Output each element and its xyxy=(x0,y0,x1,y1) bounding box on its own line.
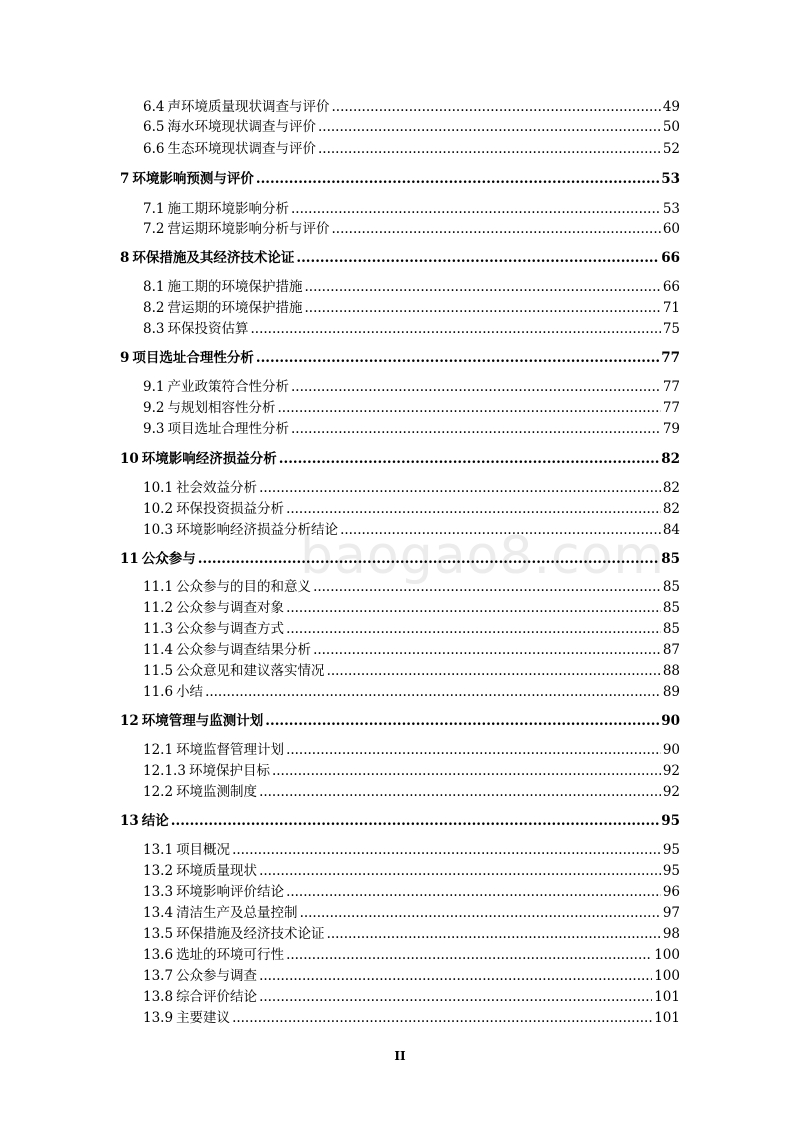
toc-title: 结论 xyxy=(141,813,169,829)
toc-dot-leader xyxy=(259,861,661,881)
toc-subsection-entry[interactable] xyxy=(143,903,680,923)
toc-page-number: 98 xyxy=(662,926,680,942)
toc-subsection-entry[interactable] xyxy=(143,319,680,339)
toc-subsection-entry[interactable] xyxy=(143,840,680,860)
toc-dot-leader xyxy=(250,319,660,339)
toc-page-number: 66 xyxy=(662,279,680,295)
toc-title: 项目选址合理性分析 xyxy=(167,421,289,437)
toc-dot-leader xyxy=(291,199,661,219)
toc-dot-leader xyxy=(259,782,661,802)
toc-page-number: 95 xyxy=(661,813,680,829)
toc-title: 清洁生产及总量控制 xyxy=(176,905,298,921)
toc-page-number: 52 xyxy=(662,141,680,157)
toc-page-number: 87 xyxy=(662,642,680,658)
toc-number: 12.2 xyxy=(143,784,174,800)
watermark: baogao8.com xyxy=(300,526,666,586)
toc-subsection-entry[interactable] xyxy=(143,966,680,986)
toc-page-number: 85 xyxy=(662,621,680,637)
toc-number: 8.2 xyxy=(143,300,165,316)
toc-number: 13 xyxy=(120,813,139,829)
toc-page-number: 75 xyxy=(662,321,680,337)
toc-number: 12.1 xyxy=(143,742,174,758)
toc-dot-leader xyxy=(296,248,659,268)
toc-title: 综合评价结论 xyxy=(176,989,258,1005)
toc-section-entry[interactable] xyxy=(120,248,680,268)
toc-title: 环境监测制度 xyxy=(176,784,258,800)
toc-title: 主要建议 xyxy=(176,1010,231,1026)
toc-section-entry[interactable] xyxy=(120,449,680,469)
toc-title: 声环境质量现状调查与评价 xyxy=(167,99,330,115)
toc-number: 8.3 xyxy=(143,321,165,337)
toc-dot-leader xyxy=(286,619,661,639)
toc-number: 12 xyxy=(120,713,139,729)
toc-dot-leader xyxy=(272,761,661,781)
toc-title: 公众参与调查方式 xyxy=(176,621,285,637)
toc-dot-leader xyxy=(291,419,661,439)
toc-number: 12.1.3 xyxy=(143,763,186,779)
toc-subsection-entry[interactable] xyxy=(143,499,680,519)
toc-subsection-entry[interactable] xyxy=(143,377,680,397)
toc-number: 11.6 xyxy=(143,684,174,700)
toc-subsection-entry[interactable] xyxy=(143,987,680,1007)
toc-title: 生态环境现状调查与评价 xyxy=(167,141,316,157)
toc-number: 13.9 xyxy=(143,1010,174,1026)
toc-number: 9.1 xyxy=(143,379,165,395)
toc-section-entry[interactable] xyxy=(120,711,680,731)
toc-page-number: 71 xyxy=(662,300,680,316)
toc-number: 13.1 xyxy=(143,842,174,858)
toc-page-number: 82 xyxy=(661,451,680,467)
toc-dot-leader xyxy=(256,169,659,189)
toc-dot-leader xyxy=(327,924,661,944)
toc-subsection-entry[interactable] xyxy=(143,199,680,219)
toc-dot-leader xyxy=(331,97,660,117)
toc-title: 与规划相容性分析 xyxy=(167,400,276,416)
toc-subsection-entry[interactable] xyxy=(143,619,680,639)
toc-title: 营运期环境影响分析与评价 xyxy=(167,221,330,237)
toc-number: 7.1 xyxy=(143,201,165,217)
toc-title: 环境监督管理计划 xyxy=(176,742,285,758)
toc-number: 11.5 xyxy=(143,663,174,679)
toc-subsection-entry[interactable] xyxy=(143,520,680,540)
toc-subsection-entry[interactable] xyxy=(143,117,680,137)
toc-number: 11.3 xyxy=(143,621,174,637)
toc-number: 13.3 xyxy=(143,884,174,900)
toc-dot-leader xyxy=(286,740,661,760)
toc-page-number: 95 xyxy=(662,863,680,879)
toc-dot-leader xyxy=(313,577,661,597)
toc-number: 6.5 xyxy=(143,119,165,135)
toc-dot-leader xyxy=(286,945,652,965)
toc-subsection-entry[interactable] xyxy=(143,598,680,618)
toc-number: 6.6 xyxy=(143,141,165,157)
toc-number: 6.4 xyxy=(143,99,165,115)
toc-page-number: 85 xyxy=(662,600,680,616)
toc-dot-leader xyxy=(198,549,659,569)
toc-dot-leader xyxy=(259,966,652,986)
toc-page-number: 79 xyxy=(662,421,680,437)
toc-subsection-entry[interactable] xyxy=(143,277,680,297)
toc-title: 施工期的环境保护措施 xyxy=(167,279,303,295)
toc-page-number: 92 xyxy=(662,784,680,800)
toc-number: 10.2 xyxy=(143,501,174,517)
toc-number: 13.2 xyxy=(143,863,174,879)
toc-number: 10 xyxy=(120,451,139,467)
toc-number: 9.3 xyxy=(143,421,165,437)
toc-page-number: 101 xyxy=(654,989,680,1005)
toc-dot-leader xyxy=(318,139,661,159)
toc-page-number: 84 xyxy=(662,522,680,538)
toc-subsection-entry[interactable] xyxy=(143,924,680,944)
toc-number: 7.2 xyxy=(143,221,165,237)
toc-dot-leader xyxy=(259,478,661,498)
toc-page-number: 60 xyxy=(662,221,680,237)
toc-subsection-entry[interactable] xyxy=(143,740,680,760)
toc-title: 环境质量现状 xyxy=(176,863,258,879)
toc-subsection-entry[interactable] xyxy=(143,398,680,418)
toc-number: 9.2 xyxy=(143,400,165,416)
toc-page-number: 49 xyxy=(662,99,680,115)
toc-title: 公众参与调查结果分析 xyxy=(176,642,312,658)
toc-subsection-entry[interactable] xyxy=(143,139,680,159)
toc-number: 13.8 xyxy=(143,989,174,1005)
toc-page-number: 85 xyxy=(661,551,680,567)
toc-title: 环境影响评价结论 xyxy=(176,884,285,900)
toc-title: 施工期环境影响分析 xyxy=(167,201,289,217)
toc-page-number: 53 xyxy=(662,201,680,217)
toc-title: 产业政策符合性分析 xyxy=(167,379,289,395)
toc-dot-leader xyxy=(265,711,659,731)
toc-subsection-entry[interactable] xyxy=(143,945,680,965)
toc-section-entry[interactable] xyxy=(120,169,680,189)
toc-title: 社会效益分析 xyxy=(176,480,258,496)
toc-page-number: 53 xyxy=(661,171,680,187)
toc-dot-leader xyxy=(327,661,661,681)
toc-subsection-entry[interactable] xyxy=(143,640,680,660)
toc-dot-leader xyxy=(304,277,660,297)
toc-page-number: 82 xyxy=(662,480,680,496)
toc-title: 公众参与调查 xyxy=(176,968,258,984)
toc-title: 环境影响经济损益分析结论 xyxy=(176,522,339,538)
toc-title: 环境影响经济损益分析 xyxy=(141,451,277,467)
toc-page-number: 82 xyxy=(662,501,680,517)
toc-dot-leader xyxy=(286,882,661,902)
toc-subsection-entry[interactable] xyxy=(143,661,680,681)
toc-page-number: 101 xyxy=(654,1010,680,1026)
toc-dot-leader xyxy=(277,398,660,418)
toc-section-entry[interactable] xyxy=(120,348,680,368)
toc-page-number: 92 xyxy=(662,763,680,779)
toc-dot-leader xyxy=(304,298,660,318)
toc-subsection-entry[interactable] xyxy=(143,97,680,117)
toc-number: 11.4 xyxy=(143,642,174,658)
toc-number: 13.6 xyxy=(143,947,174,963)
toc-dot-leader xyxy=(291,377,661,397)
toc-page-number: 90 xyxy=(662,742,680,758)
toc-title: 小结 xyxy=(176,684,204,700)
toc-title: 环保措施及其经济技术论证 xyxy=(132,250,295,266)
toc-dot-leader xyxy=(279,449,659,469)
toc-number: 10.1 xyxy=(143,480,174,496)
toc-title: 环境保护目标 xyxy=(188,763,270,779)
toc-subsection-entry[interactable] xyxy=(143,577,680,597)
toc-title: 公众参与的目的和意义 xyxy=(176,579,312,595)
page-number: II xyxy=(394,1049,406,1063)
toc-page-number: 89 xyxy=(662,684,680,700)
toc-title: 项目概况 xyxy=(176,842,231,858)
toc-number: 13.4 xyxy=(143,905,174,921)
toc-dot-leader xyxy=(232,840,661,860)
toc-subsection-entry[interactable] xyxy=(143,782,680,802)
toc-section-entry[interactable] xyxy=(120,811,680,831)
toc-page-number: 95 xyxy=(662,842,680,858)
toc-title: 环境管理与监测计划 xyxy=(141,713,264,729)
toc-page-number: 77 xyxy=(662,379,680,395)
toc-number: 7 xyxy=(120,171,130,187)
toc-page-number: 85 xyxy=(662,579,680,595)
toc-subsection-entry[interactable] xyxy=(143,882,680,902)
toc-subsection-entry[interactable] xyxy=(143,1008,680,1028)
toc-dot-leader xyxy=(340,520,661,540)
toc-title: 营运期的环境保护措施 xyxy=(167,300,303,316)
toc-dot-leader xyxy=(286,598,661,618)
toc-dot-leader xyxy=(286,499,661,519)
toc-dot-leader xyxy=(256,348,659,368)
toc-number: 10.3 xyxy=(143,522,174,538)
toc-title: 选址的环境可行性 xyxy=(176,947,285,963)
toc-dot-leader xyxy=(331,219,660,239)
toc-number: 8.1 xyxy=(143,279,165,295)
toc-dot-leader xyxy=(318,117,661,137)
toc-dot-leader xyxy=(171,811,659,831)
toc-number: 11.1 xyxy=(143,579,174,595)
toc-page-number: 100 xyxy=(654,947,680,963)
toc-title: 环保措施及经济技术论证 xyxy=(176,926,325,942)
toc-subsection-entry[interactable] xyxy=(143,761,680,781)
toc-dot-leader xyxy=(300,903,661,923)
toc-dot-leader xyxy=(205,682,661,702)
toc-subsection-entry[interactable] xyxy=(143,419,680,439)
toc-title: 公众参与 xyxy=(141,551,196,567)
toc-dot-leader xyxy=(259,987,652,1007)
toc-page-number: 77 xyxy=(661,350,680,366)
toc-subsection-entry[interactable] xyxy=(143,682,680,702)
toc-dot-leader xyxy=(313,640,661,660)
toc-dot-leader xyxy=(232,1008,652,1028)
toc-title: 环境影响预测与评价 xyxy=(132,171,254,187)
toc-title: 项目选址合理性分析 xyxy=(132,350,254,366)
toc-subsection-entry[interactable] xyxy=(143,219,680,239)
toc-page-number: 97 xyxy=(662,905,680,921)
toc-number: 13.7 xyxy=(143,968,174,984)
toc-subsection-entry[interactable] xyxy=(143,298,680,318)
toc-page-number: 90 xyxy=(661,713,680,729)
toc-number: 11.2 xyxy=(143,600,174,616)
toc-title: 环保投资估算 xyxy=(167,321,249,337)
toc-number: 8 xyxy=(120,250,130,266)
toc-subsection-entry[interactable] xyxy=(143,478,680,498)
toc-title: 海水环境现状调查与评价 xyxy=(167,119,316,135)
toc-page-number: 66 xyxy=(661,250,680,266)
toc-title: 公众意见和建议落实情况 xyxy=(176,663,325,679)
toc-page-number: 100 xyxy=(654,968,680,984)
toc-title: 环保投资损益分析 xyxy=(176,501,285,517)
toc-page-number: 88 xyxy=(662,663,680,679)
toc-number: 9 xyxy=(120,350,130,366)
toc-number: 11 xyxy=(120,551,139,567)
toc-section-entry[interactable] xyxy=(120,549,680,569)
toc-subsection-entry[interactable] xyxy=(143,861,680,881)
toc-title: 公众参与调查对象 xyxy=(176,600,285,616)
toc-page-number: 50 xyxy=(662,119,680,135)
toc-page-number: 77 xyxy=(662,400,680,416)
toc-page-number: 96 xyxy=(662,884,680,900)
toc-number: 13.5 xyxy=(143,926,174,942)
